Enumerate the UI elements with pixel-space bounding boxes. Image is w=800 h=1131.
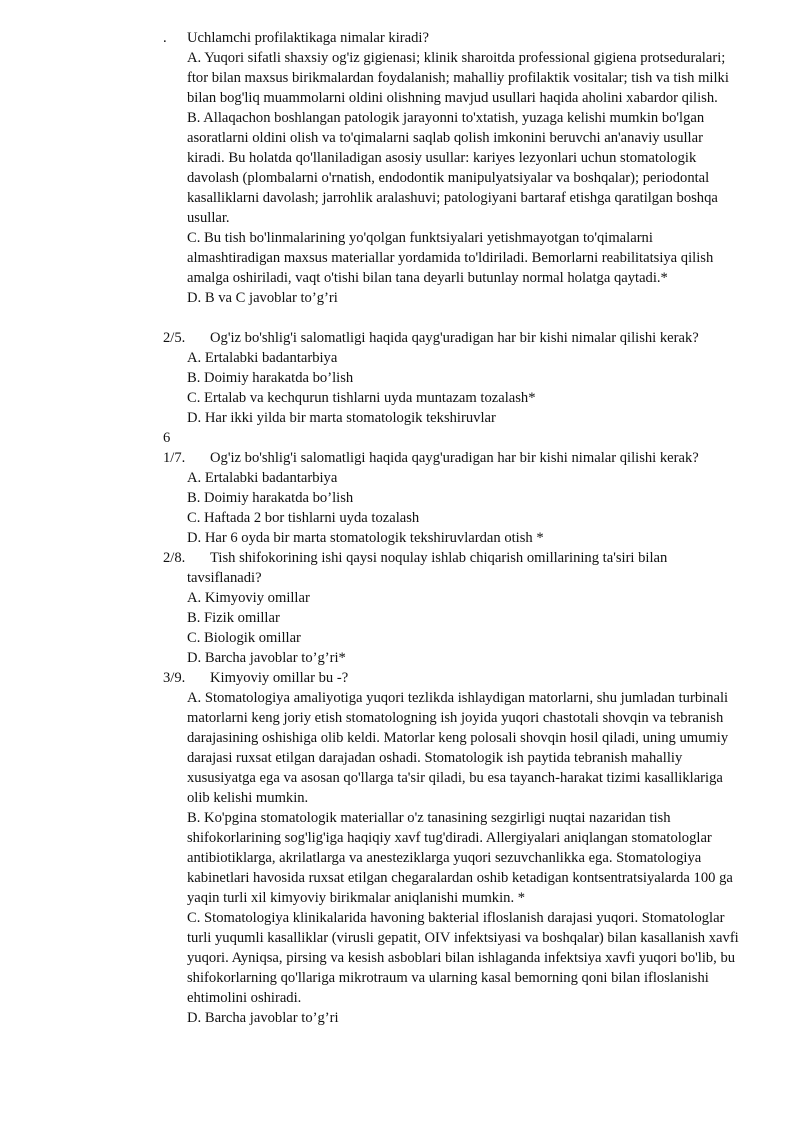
question-number: 2/5. [163, 330, 186, 346]
answer-options [0, 588, 800, 668]
document-page [0, 28, 800, 1028]
answer-options [0, 468, 800, 548]
answer-option: A. Ertalabki badantarbiya [187, 470, 338, 486]
spacer [0, 308, 800, 328]
question-number: 1/7. [163, 450, 186, 466]
question-heading [0, 28, 800, 48]
answer-option: D. B va C javoblar to’g’ri [187, 290, 338, 306]
answer-option: B. Doimiy harakatda bo’lish [187, 490, 354, 506]
question-block [0, 448, 800, 548]
question-text: Og'iz bo'shlig'i salomatligi haqida qayg'uradigan har bir kishi nimalar qilishi kerak? [210, 330, 699, 346]
question-block [0, 548, 800, 668]
answer-option: C. Bu tish bo'linmalarining yo'qolgan funktsiyalari yetishmayotgan to'qimalarni almashtiradigan maxsus materiallar yordamida to'ldiriladi. Bemorlarni reabilitatsiya qilish amalga oshiriladi, vaqt o'tishi bilan tana deyarli butunlay normal holatga qaytadi.* [187, 230, 714, 286]
answer-options [0, 48, 800, 308]
answer-option: A. Yuqori sifatli shaxsiy og'iz gigienasi; klinik sharoitda professional gigiena protseduralari; ftor bilan maxsus birikmalardan foydalanish; mahalliy profilaktik vositalar; tish va tish milki bilan bog'liq muammolarni oldini olishning mavjud usullari haqida aholini xabardor qilish. [187, 50, 729, 106]
answer-option: B. Allaqachon boshlangan patologik jarayonni to'xtatish, yuzaga kelishi mumkin bo'lgan asoratlarni oldini olish va to'qimalarni saqlab qolish imkonini beruvchi an'anaviy usullar kiradi. Bu holatda qo'llaniladigan asosiy usullar: kariyes lezyonlari uchun stomatologik davolash (plombalarni o'rnatish, endodontik manipulyatsiyalar va boshqalar); periodontal kasalliklarni davolash; jarrohlik aralashuvi; patologiyani bartaraf etishga qaratilgan boshqa usullar. [187, 110, 718, 226]
answer-option: B. Doimiy harakatda bo’lish [187, 370, 354, 386]
answer-option: D. Barcha javoblar to’g’ri* [187, 650, 346, 666]
question-text: Tish shifokorining ishi qaysi noqulay ishlab chiqarish omillarining ta'siri bilan tavsiflanadi? [187, 550, 668, 586]
question-heading [0, 328, 800, 348]
question-heading [0, 668, 800, 688]
question-heading [0, 548, 800, 588]
question-number: . [163, 30, 167, 46]
answer-option: A. Kimyoviy omillar [187, 590, 310, 606]
stray-number: 6 [163, 430, 171, 446]
answer-option: B. Fizik omillar [187, 610, 280, 626]
question-text: Og'iz bo'shlig'i salomatligi haqida qayg'uradigan har bir kishi nimalar qilishi kerak? [210, 450, 699, 466]
question-block [0, 28, 800, 308]
answer-option: D. Har ikki yilda bir marta stomatologik tekshiruvlar [187, 410, 496, 426]
answer-option: A. Ertalabki badantarbiya [187, 350, 338, 366]
answer-options [0, 348, 800, 428]
answer-option: D. Har 6 oyda bir marta stomatologik tekshiruvlardan otish * [187, 530, 544, 546]
answer-option: B. Ko'pgina stomatologik materiallar o'z tanasining sezgirligi nuqtai nazaridan tish shifokorlarining sog'lig'iga haqiqiy xavf tug'diradi. Allergiyalari aniqlangan stomatologlar antibiotiklarga, akrilatlarga va anesteziklarga yuqori sezuvchanlikka ega. Stomatologiya kabinetlari havosida ruxsat etilgan chegaralardan oshib ketadigan kontsentratsiyalarda 100 ga yaqin turli xil kimyoviy birikmalar aniqlanishi mumkin. * [187, 810, 733, 906]
answer-options [0, 688, 800, 1028]
answer-option: C. Haftada 2 bor tishlarni uyda tozalash [187, 510, 420, 526]
answer-option: A. Stomatologiya amaliyotiga yuqori tezlikda ishlaydigan matorlarni, shu jumladan turbinali matorlarni keng joriy etish stomatologning ish joyida yuqori chastotali shovqin va tebranish darajasining oshishiga olib keldi. Matorlar keng polosali shovqin hosil qiladi, uning umumiy darajasi ruxsat etilgan darajadan oshadi. Stomatologik ish paytida tebranish mahalliy xususiyatga ega va asosan qo'llarga ta'sir qiladi, bu esa tayanch-harakat tizimi kasalliklariga olib kelishi mumkin. [187, 690, 729, 806]
answer-option: C. Ertalab va kechqurun tishlarni uyda muntazam tozalash* [187, 390, 536, 406]
answer-option: D. Barcha javoblar to’g’ri [187, 1010, 339, 1026]
answer-option: C. Biologik omillar [187, 630, 301, 646]
question-block [0, 668, 800, 1028]
question-text: Uchlamchi profilaktikaga nimalar kiradi? [187, 30, 429, 46]
question-number: 2/8. [163, 550, 186, 566]
question-number: 3/9. [163, 670, 186, 686]
question-text: Kimyoviy omillar bu -? [210, 670, 349, 686]
answer-option: C. Stomatologiya klinikalarida havoning bakterial ifloslanish darajasi yuqori. Stomatologlar turli yuqumli kasalliklar (virusli gepatit, OIV infektsiyasi va boshqalar) bilan kasallanish xavfi yuqori. Ayniqsa, pirsing va kesish asboblari bilan ishlaganda infektsiya xavfi yuqori bo'lib, bu shifokorlarning qo'llariga mikrotraum va ularning kasal bemorning qoni bilan ifloslanishi ehtimolini oshiradi. [187, 910, 739, 1006]
question-block [0, 328, 800, 428]
question-heading [0, 448, 800, 468]
